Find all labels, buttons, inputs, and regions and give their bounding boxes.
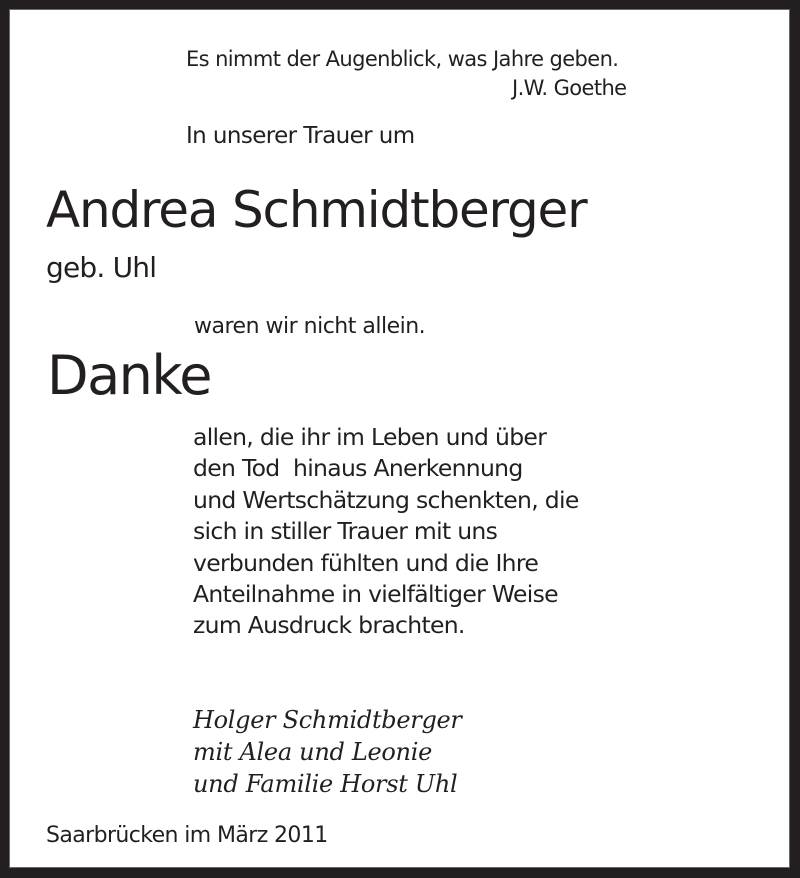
body-line: allen, die ihr im Leben und über [193,423,547,451]
place-date: Saarbrücken im März 2011 [46,823,328,848]
signature-line: mit Alea und Leonie [193,738,432,766]
body-line: und Wertschätzung schenkten, die [193,485,579,514]
thanks-body [193,422,579,642]
body-line: den Tod hinaus Anerkennung [193,454,523,483]
body-line: zum Ausdruck brachten. [193,611,465,640]
quote-author: J.W. Goethe [512,76,627,100]
body-line: verbunden fühlten und die Ihre [193,548,539,577]
quote-text: Es nimmt der Augenblick, was Jahre geben. [186,47,619,71]
signatures [193,704,462,800]
signature-line: und Familie Horst Uhl [193,770,458,798]
body-line: sich in stiller Trauer mit uns [193,517,498,546]
birth-name: geb. Uhl [46,251,157,284]
thanks-heading: Danke [47,344,211,407]
deceased-name: Andrea Schmidtberger [46,181,587,239]
body-line: Anteilnahme in vielfältiger Weise [193,580,558,609]
intro-text: In unserer Trauer um [186,123,415,149]
not-alone-text: waren wir nicht allein. [194,314,426,339]
obituary-notice [9,9,790,868]
signature-line: Holger Schmidtberger [193,706,462,734]
